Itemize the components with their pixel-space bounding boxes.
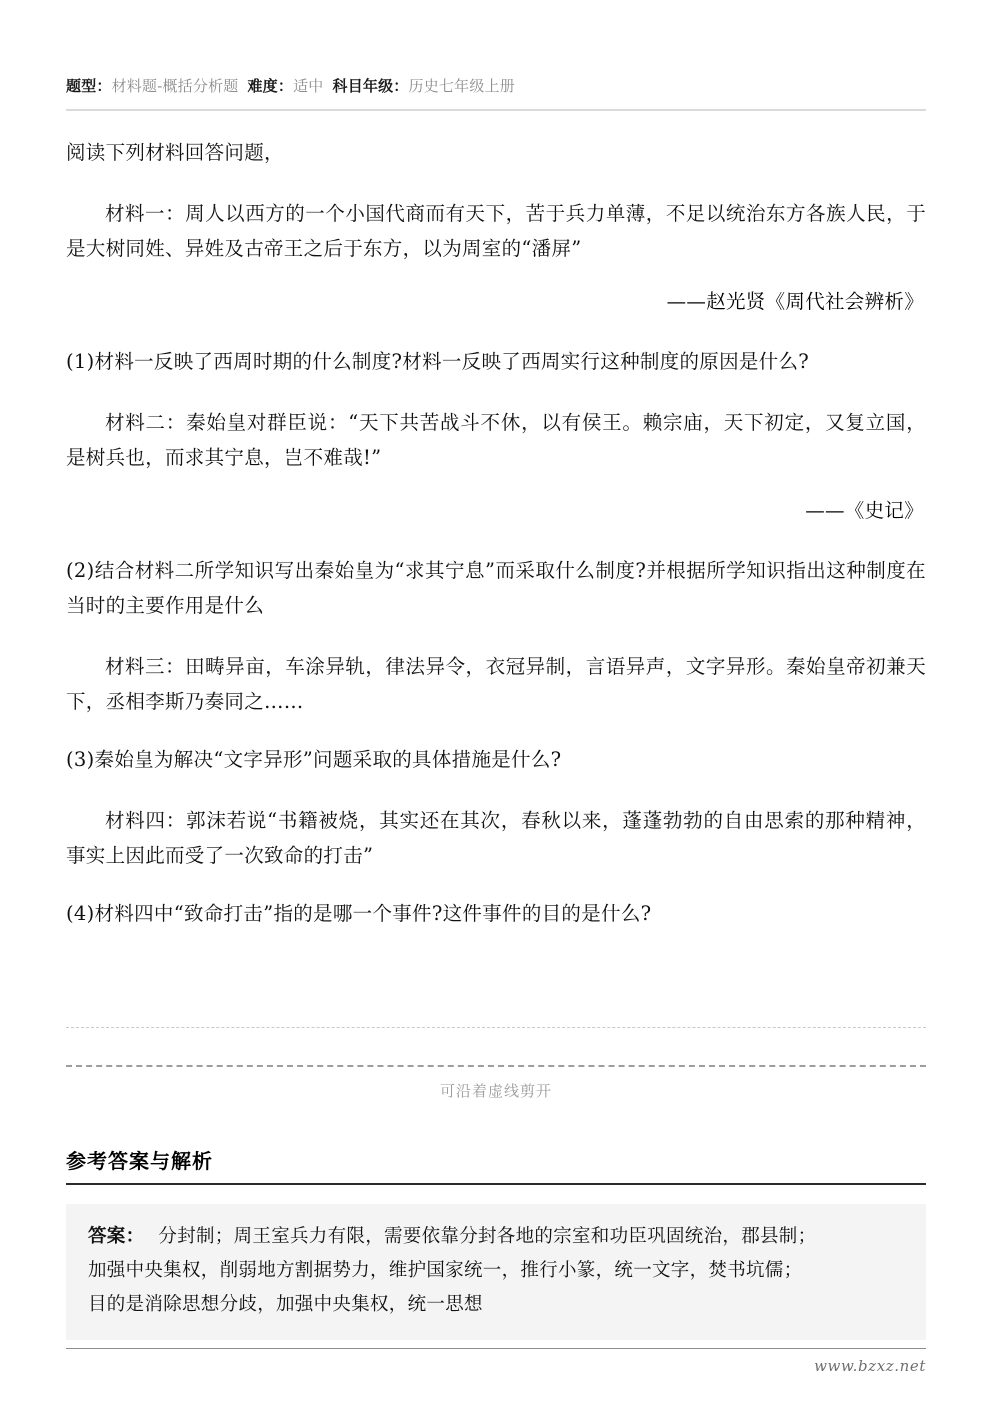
cut-instruction-label: 可沿着虚线剪开 (439, 1082, 552, 1100)
subject-grade-label: 科目年级： (332, 77, 409, 95)
header-divider (66, 109, 926, 111)
dashed-line-upper (66, 1027, 926, 1028)
instruction-text: 阅读下列材料回答问题， (66, 141, 284, 164)
answer-line-3: 目的是消除思想分歧，加强中央集权，统一思想 (88, 1294, 483, 1315)
question-type-value: 材料题-概括分析题 (111, 77, 239, 95)
answer-line-1 (88, 1220, 904, 1254)
difficulty-label: 难度： (247, 77, 294, 95)
meta-header (66, 0, 926, 97)
material-two-text: 材料二：秦始皇对群臣说：“天下共苦战斗不休，以有侯王。赖宗庙，天下初定，又复立国，是树兵也，而求其宁息，岂不难哉!” (66, 411, 926, 469)
dashed-line-lower (66, 1065, 926, 1067)
footer-divider (66, 1348, 926, 1349)
answer-label: 答案： (88, 1226, 145, 1247)
question-4: (4)材料四中“致命打击”指的是哪一个事件?这件事件的目的是什么? (66, 902, 652, 925)
answer-section-heading: 参考答案与解析 (66, 1149, 213, 1173)
material-three-text: 材料三：田畴异亩，车涂异轨，律法异令，衣冠异制，言语异声，文字异形。秦始皇帝初兼天下，丞相李斯乃奏同之…… (66, 655, 926, 713)
subject-grade-value: 历史七年级上册 (408, 77, 515, 95)
answer-line-2: 加强中央集权，削弱地方割据势力，维护国家统一，推行小篆，统一文字，焚书坑儒； (88, 1260, 803, 1281)
material-four-text: 材料四：郭沫若说“书籍被烧，其实还在其次，春秋以来，蓬蓬勃勃的自由思索的那种精神，事实上因此而受了一次致命的打击” (66, 809, 926, 867)
material-one-source: ——赵光贤《周代社会辨析》 (666, 290, 924, 313)
answer-text-1: 分封制；周王室兵力有限，需要依靠分封各地的宗室和功臣巩固统治，郡县制； (158, 1226, 817, 1247)
answer-heading-divider (66, 1183, 926, 1185)
footer-website: www.bzxz.net (814, 1357, 926, 1375)
question-type-label: 题型： (66, 77, 112, 95)
material-two-source: ——《史记》 (805, 499, 924, 522)
question-1: (1)材料一反映了西周时期的什么制度?材料一反映了西周实行这种制度的原因是什么? (66, 350, 810, 373)
difficulty-value: 适中 (293, 77, 324, 95)
material-one-text: 材料一：周人以西方的一个小国代商而有天下，苦于兵力单薄，不足以统治东方各族人民，于是大树同姓、异姓及古帝王之后于东方，以为周室的“潘屏” (66, 202, 926, 260)
answer-box (66, 1204, 926, 1340)
cut-section (66, 1027, 926, 1101)
question-3: (3)秦始皇为解决“文字异形”问题采取的具体措施是什么? (66, 748, 562, 771)
page-footer (66, 1348, 926, 1375)
question-2: (2)结合材料二所学知识写出秦始皇为“求其宁息”而采取什么制度?并根据所学知识指出这种制度在当时的主要作用是什么 (66, 559, 926, 617)
